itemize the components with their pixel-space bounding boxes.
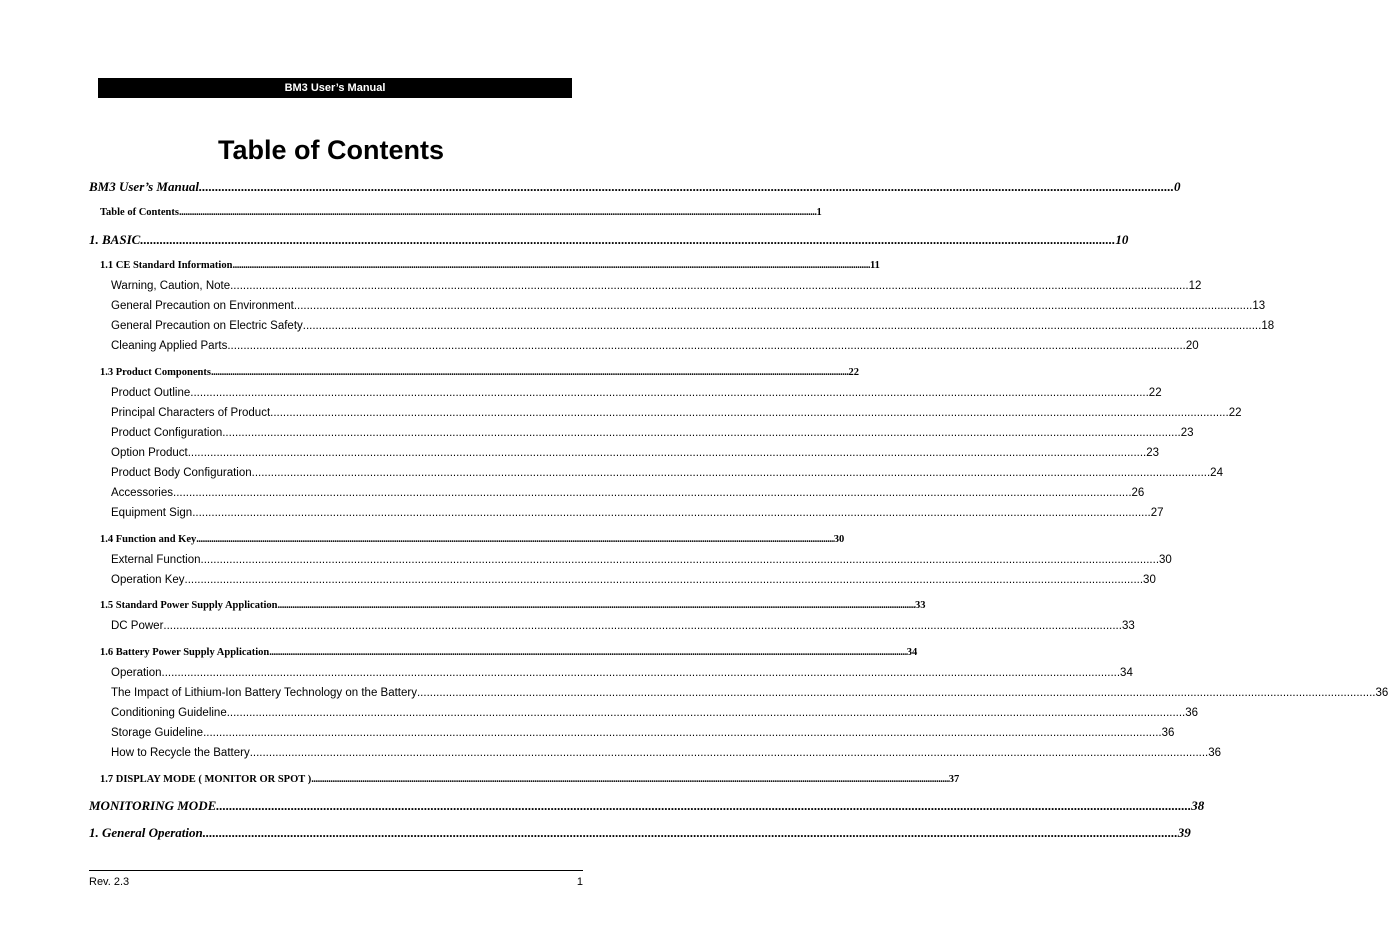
- toc-entry-page: 1: [816, 207, 822, 218]
- toc-entry-page: 39: [1177, 825, 1191, 840]
- toc-entry-page: 22: [1148, 387, 1162, 399]
- toc-entry-page: 36: [1161, 727, 1175, 739]
- toc-entry-label: Product Outline: [111, 387, 191, 399]
- toc-entry-page: 20: [1185, 340, 1199, 352]
- toc-entry-page: 33: [914, 600, 926, 611]
- toc-entry-page: 36: [1375, 687, 1388, 699]
- toc-entry-label: How to Recycle the Battery: [111, 747, 250, 759]
- toc-entry-page: 22: [1228, 407, 1242, 419]
- dot-leader: ............................................................................................................................................................................................................................................................................................................: [187, 447, 1147, 459]
- toc-entry[interactable]: [89, 179, 1181, 195]
- dot-leader: ............................................................................................................................................................................................................................................................................................................: [230, 280, 1189, 292]
- toc-entry[interactable]: [100, 599, 926, 613]
- toc-entry-page: 34: [906, 647, 918, 658]
- toc-entry[interactable]: [111, 706, 1199, 720]
- toc-entry-label: Equipment Sign: [111, 507, 193, 519]
- toc-entry[interactable]: [89, 825, 1191, 841]
- dot-leader: ............................................................................................................................................................................................................................................................................................................: [199, 179, 1175, 194]
- toc-entry[interactable]: [111, 619, 1135, 633]
- toc-entry[interactable]: [111, 553, 1172, 567]
- toc-entry[interactable]: [100, 646, 918, 660]
- footer-revision: Rev. 2.3: [89, 876, 130, 888]
- dot-leader: ............................................................................................................................................................................................................................................................................................................: [216, 798, 1192, 813]
- toc-entry-page: 34: [1120, 667, 1133, 679]
- toc-entry-label: 1.1 CE Standard Information: [100, 260, 233, 271]
- toc-entry-label: Cleaning Applied Parts: [111, 340, 228, 352]
- dot-leader: ............................................................................................................................................................................................................................................................................................................: [270, 407, 1229, 419]
- toc-entry[interactable]: [100, 206, 822, 220]
- toc-entry-label: Operation Key: [111, 574, 185, 586]
- toc-entry-page: 38: [1191, 798, 1205, 813]
- toc-entry-label: Conditioning Guideline: [111, 707, 227, 719]
- toc-entry-page: 22: [848, 367, 859, 378]
- dot-leader: ............................................................................................................................................................................................................................................................................................................: [226, 707, 1186, 719]
- toc-entry-label: Product Body Configuration: [111, 467, 252, 479]
- toc-entry-page: 37: [948, 774, 960, 785]
- dot-leader: ............................................................................................................................................................................................................................................................................................................: [184, 574, 1144, 586]
- dot-leader: ............................................................................................................................................................................................................................................................................................................: [202, 825, 1178, 840]
- dot-leader: ............................................................................................................................................................................................................................................................................................................: [161, 667, 1121, 679]
- footer-page-number: 1: [576, 876, 583, 888]
- dot-leader: ............................................................................................................................................................................................................................................................................................................: [222, 427, 1181, 439]
- toc-entry-page: 30: [833, 534, 845, 545]
- toc-entry-label: External Function: [111, 554, 201, 566]
- toc-entry-label: 1.4 Function and Key: [100, 534, 197, 545]
- toc-entry[interactable]: [111, 666, 1133, 680]
- dot-leader: ............................................................................................................................................................................................................................................................................................................: [293, 300, 1253, 312]
- toc-entry[interactable]: [100, 366, 859, 380]
- dot-leader: ............................................................................................................................................................................................................................................................................................................: [192, 507, 1151, 519]
- toc-entry-label: Option Product: [111, 447, 188, 459]
- toc-entry[interactable]: [111, 279, 1202, 293]
- toc-entry[interactable]: [111, 726, 1175, 740]
- dot-leader: ............................................................................................................................................................................................................................................................................................................: [302, 320, 1262, 332]
- dot-leader: ............................................................................................................................................................................................................................................................................................................: [416, 687, 1376, 699]
- toc-entry-page: 24: [1210, 467, 1223, 479]
- toc-entry-page: 13: [1252, 300, 1266, 312]
- toc-entry-label: MONITORING MODE: [89, 798, 217, 813]
- toc-entry-label: Product Configuration: [111, 427, 223, 439]
- running-header: BM3 User’s Manual: [98, 78, 572, 98]
- toc-entry-label: General Precaution on Electric Safety: [111, 320, 303, 332]
- toc-entry[interactable]: [111, 426, 1194, 440]
- footer-divider: [89, 870, 583, 871]
- toc-entry[interactable]: [111, 746, 1222, 760]
- toc-entry[interactable]: [100, 259, 880, 273]
- toc-entry-page: 18: [1261, 320, 1275, 332]
- dot-leader: ............................................................................................................................................................................................................................................................................................................: [163, 620, 1122, 632]
- toc-entry-label: Operation: [111, 667, 162, 679]
- toc-entry-page: 26: [1131, 487, 1145, 499]
- dot-leader: ............................................................................................................................................................................................................................................................................................................: [232, 260, 870, 271]
- toc-entry[interactable]: [111, 386, 1162, 400]
- toc-entry[interactable]: [111, 466, 1223, 480]
- page-title: Table of Contents: [218, 135, 444, 165]
- toc-entry[interactable]: [100, 533, 845, 547]
- dot-leader: ............................................................................................................................................................................................................................................................................................................: [277, 600, 915, 611]
- dot-leader: ............................................................................................................................................................................................................................................................................................................: [249, 747, 1209, 759]
- toc-entry-page: 36: [1208, 747, 1222, 759]
- dot-leader: ............................................................................................................................................................................................................................................................................................................: [251, 467, 1211, 479]
- dot-leader: ............................................................................................................................................................................................................................................................................................................: [227, 340, 1186, 352]
- toc-entry[interactable]: [111, 339, 1199, 353]
- toc-entry-label: 1. General Operation: [89, 825, 203, 840]
- toc-entry-label: The Impact of Lithium-Ion Battery Technology on the Battery: [111, 687, 417, 699]
- toc-entry-label: DC Power: [111, 620, 164, 632]
- toc-entry-label: 1.3 Product Components: [100, 367, 211, 378]
- dot-leader: ............................................................................................................................................................................................................................................................................................................: [269, 647, 907, 658]
- toc-entry[interactable]: [111, 686, 1388, 700]
- toc-entry[interactable]: [111, 406, 1242, 420]
- toc-entry-page: 36: [1185, 707, 1199, 719]
- dot-leader: ............................................................................................................................................................................................................................................................................................................: [196, 534, 834, 545]
- toc-entry-page: 33: [1121, 620, 1135, 632]
- dot-leader: ............................................................................................................................................................................................................................................................................................................: [173, 487, 1132, 499]
- toc-entry-page: 30: [1159, 554, 1172, 566]
- toc-entry-page: 23: [1146, 447, 1160, 459]
- toc-entry-page: 23: [1180, 427, 1194, 439]
- toc-entry-label: BM3 User’s Manual: [89, 179, 200, 194]
- dot-leader: ............................................................................................................................................................................................................................................................................................................: [311, 774, 949, 785]
- toc-entry-page: 12: [1188, 280, 1202, 292]
- toc-entry-label: Warning, Caution, Note: [111, 280, 231, 292]
- toc-entry-label: Table of Contents: [100, 207, 179, 218]
- toc-entry-page: 11: [869, 260, 880, 271]
- toc-entry[interactable]: [111, 446, 1160, 460]
- toc-entry-label: Accessories: [111, 487, 173, 499]
- toc-entry-label: 1.7 DISPLAY MODE ( MONITOR OR SPOT ): [100, 774, 312, 785]
- dot-leader: ............................................................................................................................................................................................................................................................................................................: [203, 727, 1162, 739]
- toc-entry-label: 1. BASIC: [89, 232, 141, 247]
- toc-entry[interactable]: [111, 319, 1275, 333]
- toc-entry-page: 27: [1150, 507, 1164, 519]
- dot-leader: ............................................................................................................................................................................................................................................................................................................: [210, 367, 849, 378]
- dot-leader: ............................................................................................................................................................................................................................................................................................................: [200, 554, 1160, 566]
- toc-entry-label: Principal Characters of Product: [111, 407, 271, 419]
- toc-entry-page: 10: [1115, 232, 1129, 247]
- dot-leader: ............................................................................................................................................................................................................................................................................................................: [190, 387, 1149, 399]
- toc-entry[interactable]: [111, 486, 1145, 500]
- toc-entry[interactable]: [111, 573, 1156, 587]
- toc-entry[interactable]: [111, 506, 1164, 520]
- toc-entry[interactable]: [111, 299, 1266, 313]
- dot-leader: ............................................................................................................................................................................................................................................................................................................: [140, 232, 1116, 247]
- toc-entry[interactable]: [89, 798, 1205, 814]
- toc-entry-label: 1.5 Standard Power Supply Application: [100, 600, 278, 611]
- toc-entry[interactable]: [89, 232, 1129, 248]
- toc-entry-label: General Precaution on Environment: [111, 300, 294, 312]
- toc-entry[interactable]: [100, 773, 960, 787]
- toc-entry-page: 30: [1143, 574, 1156, 586]
- toc-entry-label: Storage Guideline: [111, 727, 204, 739]
- toc-entry-page: 0: [1174, 179, 1181, 194]
- dot-leader: ............................................................................................................................................................................................................................................................................................................: [178, 207, 817, 218]
- toc-entry-label: 1.6 Battery Power Supply Application: [100, 647, 270, 658]
